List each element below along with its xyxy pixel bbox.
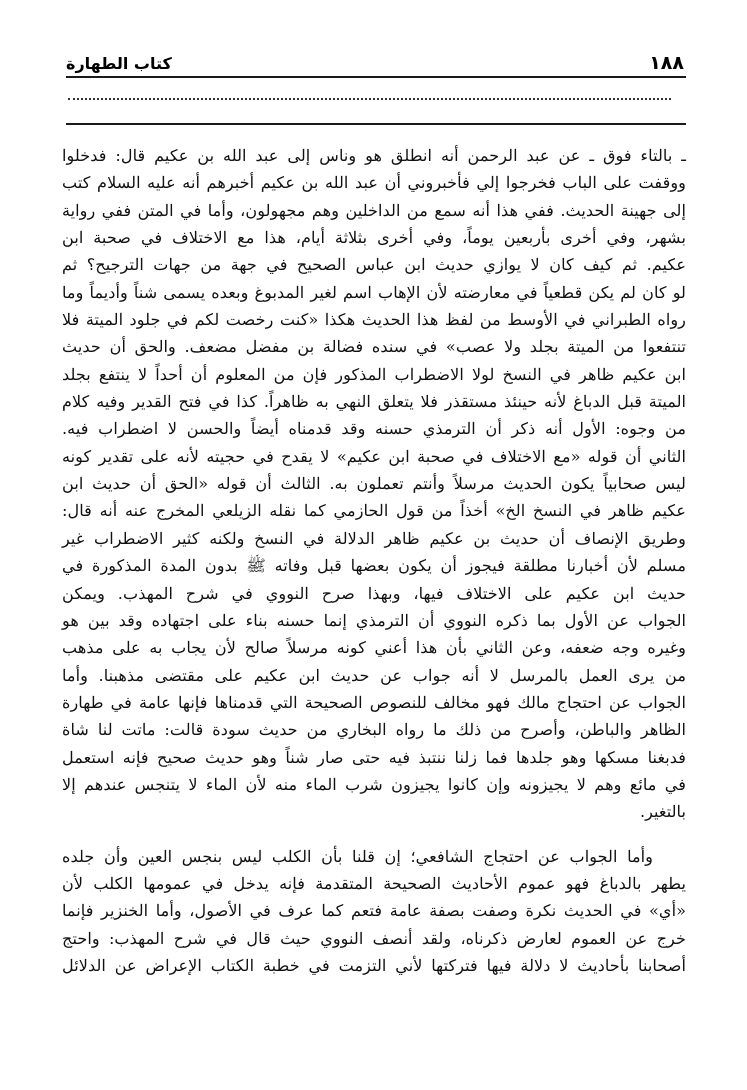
text-line: الجواب عن الأول بما ذكره النووي أن الترمذي إنما حسنه بناء على اجتهاده وقد بين هو [62, 610, 686, 630]
text-line: «أي» في الحديث نكرة وصفت بصفة عامة فتعم كما عرف في الأصول، وأما الخنزير فإنما [62, 901, 686, 921]
text-line: عكيم. ثم كيف كان لا يوازي حديث ابن عباس الصحيح في جهة من جهات الترجيح؟ ثم [62, 255, 686, 275]
text-line: في مائع وهم لا يجيزونه وإن كانوا يجيزون شرب الماء منه لأن الماء لا يتنجس عندهم إلا [62, 774, 686, 794]
running-head [64, 50, 686, 76]
header-rule-top [66, 76, 686, 78]
text-line: حديث ابن عكيم على الاختلاف فيها، وبهذا صرح النووي في شرح المهذب. ويمكن [62, 583, 686, 603]
dotted-separator [68, 98, 671, 100]
paragraph [62, 142, 686, 826]
text-line: إلى جهينة الحديث. ففي هذا أنه سمع من الداخلين وهم مجهولون، وأما في المتن ففي رواية [62, 200, 686, 220]
text-line: وغيره وجه ضعفه، وعن الثاني بأن هذا أعني كونه مرسلاً صالح لأن يجاب به على مذهب [62, 638, 686, 658]
text-line: أصحابنا بأحاديث لا دلالة فيها فتركتها لأني التزمت في خطبة الكتاب الإعراض عن الدلائل [62, 955, 686, 975]
text-line: رواه الطبراني في الأوسط من لفظ هذا الحديث هكذا «كنت رخصت لكم في جلود الميتة فلا [62, 310, 686, 330]
text-line: الثاني أن قوله «مع الاختلاف في صحبة ابن عكيم» لا يقدح في حجيته لأنه على تقدير كونه [62, 446, 686, 466]
text-line: ووقفت على الباب فخرجوا إلي فأخبروني أن عبد الله بن عكيم أخبرهم أنه عليه السلام كتب [62, 173, 686, 193]
page-number: ١٨٨ [649, 52, 684, 74]
text-line: وأما الجواب عن احتجاج الشافعي؛ إن قلنا بأن الكلب ليس بنجس العين وأن جلده [62, 846, 653, 866]
text-line: من يرى العمل بالمرسل لا أنه جواب عن حديث ابن عكيم على مقتضى مذهبنا. وأما [62, 665, 686, 685]
text-line: فدبغنا مسكها وهو جلدها فما زلنا ننتبذ فيه حتى صار شناً وهو حديث صحيح فإنه استعمل [62, 747, 686, 767]
text-line: عكيم ظاهر في النسخ الخ» أخذاً من قول الحازمي كما نقله الزيلعي المخرج عنه أنه قال: [62, 501, 686, 521]
text-line: الميتة قبل الدباغ لأنه حينئذ مستقذر فلا يتعلق النهي به ظاهراً. كذا في فتح القدير وفيه كلام [62, 392, 686, 412]
text-line: ابن عكيم ظاهر في النسخ لولا الاضطراب المذكور فإن من المعلوم أن أحداً لا ينتفع بجلد [62, 364, 686, 384]
header-rule-bottom [66, 123, 686, 125]
text-line: الجواب عن احتجاج مالك فهو مخالف للنصوص الصحيحة التي قدمناها فإنها عامة في طهارة [62, 692, 686, 712]
paragraph [62, 843, 686, 980]
running-title: كتاب الطهارة [66, 54, 172, 73]
text-line: خرج عن العموم لعارض ذكرناه، ولقد أنصف النووي حيث قال في شرح المهذب: واحتج [62, 928, 686, 948]
text-line: بشهر، وفي أخرى بأربعين يوماً، وفي أخرى بثلاثة أيام، هذا مع الاختلاف في صحبة ابن [62, 228, 686, 248]
text-line: من وجوه: الأول أنه ذكر أن الترمذي حسنه وقد قدمناه أيضاً والحسن لا اضطراب فيه. [62, 419, 686, 439]
text-line: بالتغير. [639, 802, 686, 822]
text-line: لو كان لم يكن قطعياً في معارضته لأن الإهاب اسم لغير المدبوغ وبعده يسمى شناً وأديماً وما [62, 282, 686, 302]
text-line: وطريق الإنصاف أن حديث بن عكيم ظاهر الدلالة في النسخ ولكنه كثير الاضطراب غير [62, 528, 686, 548]
text-line: تنتفعوا من الميتة بجلد ولا عصب» في سنده فضالة بن مفضل مضعف. والحق أن حديث [62, 337, 686, 357]
text-line: ـ بالتاء فوق ـ عن عبد الرحمن أنه انطلق هو وناس إلى عبد الله بن عكيم قال: فدخلوا [62, 146, 686, 165]
text-line: الظاهر والباطن، وأصرح من ذلك ما رواه البخاري من حديث سودة قالت: ماتت لنا شاة [62, 720, 686, 740]
text-line: يطهر بالدباغ فهو عموم الأحاديث الصحيحة المتقدمة فإنه يدخل في عمومها الكلب لأن [62, 873, 686, 893]
body-text [62, 142, 686, 979]
text-line: مسلم لأن أخبارنا مطلقة فيجوز أن يكون بعضها قبل وفاته ﷺ بدون المدة المذكورة في [62, 556, 686, 576]
text-line: ليس صحابياً يكون الحديث مرسلاً وأنتم تعملون به. الثالث أن قوله «الحق أن حديث ابن [62, 474, 686, 494]
